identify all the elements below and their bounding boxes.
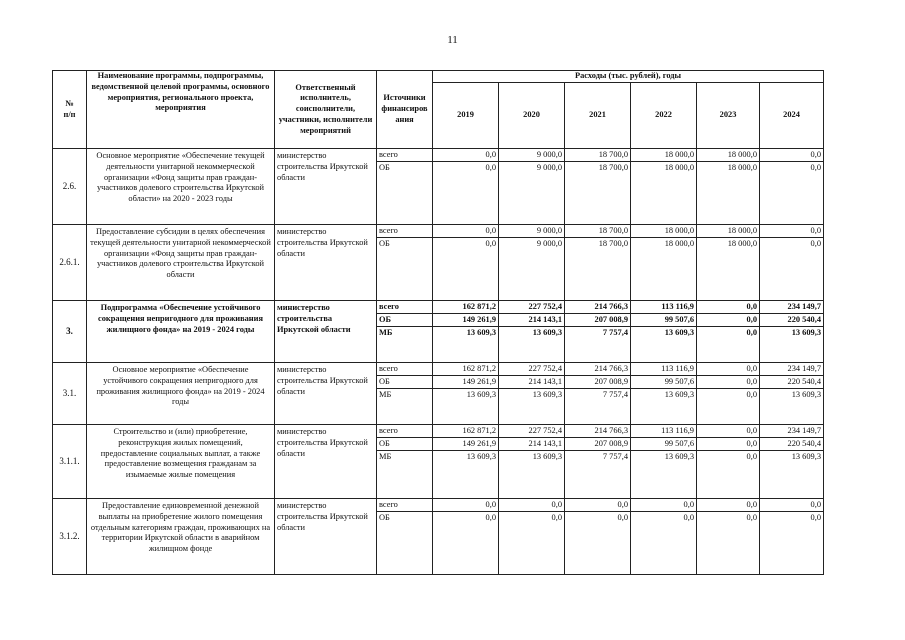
amount-value: 149 261,9 xyxy=(433,438,498,451)
amount-value: 227 752,4 xyxy=(499,425,564,438)
amount-value: 0,0 xyxy=(683,513,694,523)
header-source: Источники финансиров ания xyxy=(377,71,433,149)
amount-value: 0,0 xyxy=(433,149,498,162)
source-label: всего xyxy=(377,363,432,376)
amount-value: 99 507,6 xyxy=(631,314,696,327)
table-row xyxy=(53,425,824,499)
amount-value: 0,0 xyxy=(746,328,757,338)
year-values xyxy=(499,425,565,499)
year-values xyxy=(631,149,697,225)
amount-value: 220 540,4 xyxy=(760,376,823,389)
amount-value: 0,0 xyxy=(760,149,823,162)
amount-value: 13 609,3 xyxy=(664,390,694,400)
table-row xyxy=(53,301,824,363)
year-values xyxy=(631,425,697,499)
source-label: ОБ xyxy=(377,438,432,451)
year-values xyxy=(499,363,565,425)
amount-value: 207 008,9 xyxy=(565,376,630,389)
amount-value: 0,0 xyxy=(697,499,759,512)
amount-value: 18 000,0 xyxy=(664,239,694,249)
year-values xyxy=(433,425,499,499)
amount-value: 207 008,9 xyxy=(565,314,630,327)
amount-value: 99 507,6 xyxy=(631,376,696,389)
amount-value: 113 116,9 xyxy=(631,301,696,314)
year-values xyxy=(631,301,697,363)
amount-value: 13 609,3 xyxy=(664,452,694,462)
header-expenses: Расходы (тыс. рублей), годы xyxy=(433,71,824,83)
amount-value: 9 000,0 xyxy=(536,239,562,249)
amount-value: 214 143,1 xyxy=(499,438,564,451)
amount-value: 13 609,3 xyxy=(466,452,496,462)
amount-value: 220 540,4 xyxy=(760,438,823,451)
amount-value: 149 261,9 xyxy=(433,376,498,389)
amount-value: 0,0 xyxy=(697,363,759,376)
year-values xyxy=(760,225,824,301)
page-number: 11 xyxy=(447,34,458,46)
amount-value: 18 000,0 xyxy=(664,163,694,173)
amount-value: 13 609,3 xyxy=(466,328,496,338)
amount-value: 18 000,0 xyxy=(727,163,757,173)
year-values xyxy=(631,363,697,425)
amount-value: 0,0 xyxy=(697,314,759,327)
row-name: Подпрограмма «Обеспечение устойчивого сокращения непригодного для проживания жилищного фонда» на 2019 - 2024 годы xyxy=(87,301,275,363)
row-sources xyxy=(377,425,433,499)
source-label: всего xyxy=(377,149,432,162)
row-executor: министерство строительства Иркутской области xyxy=(275,225,377,301)
amount-value: 0,0 xyxy=(565,499,630,512)
row-number: 2.6.1. xyxy=(53,225,87,301)
year-values xyxy=(499,149,565,225)
row-number: 3.1.2. xyxy=(53,499,87,575)
row-name: Основное мероприятие «Обеспечение устойчивого сокращения непригодного для проживания жилищного фонда» на 2019 - 2024 годы xyxy=(87,363,275,425)
year-values xyxy=(760,499,824,575)
source-label: всего xyxy=(377,499,432,512)
row-name: Предоставление единовременной денежной выплаты на приобретение жилого помещения отдельным категориям граждан, проживающих на территории Иркутской области в аварийном жилищном фонде xyxy=(87,499,275,575)
amount-value: 99 507,6 xyxy=(631,438,696,451)
header-year: 2022 xyxy=(631,83,697,149)
year-values xyxy=(760,425,824,499)
year-values xyxy=(697,301,760,363)
amount-value: 227 752,4 xyxy=(499,363,564,376)
amount-value: 234 149,7 xyxy=(760,425,823,438)
year-values xyxy=(760,149,824,225)
row-executor: министерство строительства Иркутской области xyxy=(275,363,377,425)
amount-value: 18 000,0 xyxy=(631,225,696,238)
year-values xyxy=(565,301,631,363)
header-year: 2023 xyxy=(697,83,760,149)
amount-value: 18 700,0 xyxy=(565,149,630,162)
amount-value: 9 000,0 xyxy=(499,225,564,238)
amount-value: 214 766,3 xyxy=(565,363,630,376)
amount-value: 18 700,0 xyxy=(565,225,630,238)
amount-value: 13 609,3 xyxy=(791,452,822,462)
amount-value: 13 609,3 xyxy=(791,328,822,338)
source-label: ОБ xyxy=(379,163,390,173)
table-row xyxy=(53,149,824,225)
source-label: МБ xyxy=(379,328,393,338)
amount-value: 234 149,7 xyxy=(760,363,823,376)
amount-value: 0,0 xyxy=(810,239,822,249)
amount-value: 0,0 xyxy=(697,425,759,438)
row-sources xyxy=(377,363,433,425)
year-values xyxy=(499,225,565,301)
amount-value: 0,0 xyxy=(499,499,564,512)
amount-value: 0,0 xyxy=(746,452,757,462)
amount-value: 13 609,3 xyxy=(791,390,822,400)
year-values xyxy=(565,363,631,425)
amount-value: 0,0 xyxy=(551,513,562,523)
source-label: ОБ xyxy=(379,513,390,523)
row-executor: министерство строительства Иркутской области xyxy=(275,301,377,363)
source-label: всего xyxy=(377,301,432,314)
amount-value: 18 700,0 xyxy=(598,239,628,249)
row-number: 3. xyxy=(53,301,87,363)
amount-value: 162 871,2 xyxy=(433,363,498,376)
year-values xyxy=(433,301,499,363)
row-name: Основное мероприятие «Обеспечение текущей деятельности унитарной некоммерческой организации «Фонд защиты прав граждан-участников долевого строительства Иркутской области» на 2020 - 2023 годы xyxy=(87,149,275,225)
source-label: ОБ xyxy=(379,239,390,249)
amount-value: 162 871,2 xyxy=(433,425,498,438)
year-values xyxy=(433,149,499,225)
row-executor: министерство строительства Иркутской области xyxy=(275,425,377,499)
amount-value: 13 609,3 xyxy=(664,328,694,338)
year-values xyxy=(697,499,760,575)
row-sources xyxy=(377,225,433,301)
source-label: ОБ xyxy=(377,376,432,389)
header-year: 2019 xyxy=(433,83,499,149)
amount-value: 113 116,9 xyxy=(631,425,696,438)
amount-value: 9 000,0 xyxy=(499,149,564,162)
amount-value: 18 000,0 xyxy=(697,225,759,238)
amount-value: 18 000,0 xyxy=(697,149,759,162)
amount-value: 18 000,0 xyxy=(631,149,696,162)
amount-value: 234 149,7 xyxy=(760,301,823,314)
amount-value: 0,0 xyxy=(631,499,696,512)
year-values xyxy=(565,425,631,499)
amount-value: 220 540,4 xyxy=(760,314,823,327)
amount-value: 13 609,3 xyxy=(532,390,562,400)
amount-value: 13 609,3 xyxy=(532,452,562,462)
amount-value: 0,0 xyxy=(433,499,498,512)
amount-value: 214 766,3 xyxy=(565,301,630,314)
amount-value: 0,0 xyxy=(697,438,759,451)
amount-value: 7 757,4 xyxy=(602,328,628,338)
amount-value: 9 000,0 xyxy=(536,163,562,173)
header-year: 2021 xyxy=(565,83,631,149)
amount-value: 0,0 xyxy=(617,513,628,523)
row-number: 3.1.1. xyxy=(53,425,87,499)
source-label: МБ xyxy=(379,452,392,462)
year-values xyxy=(697,363,760,425)
source-label: ОБ xyxy=(377,314,432,327)
row-number: 2.6. xyxy=(53,149,87,225)
amount-value: 214 143,1 xyxy=(499,314,564,327)
table-row xyxy=(53,363,824,425)
row-sources xyxy=(377,301,433,363)
amount-value: 162 871,2 xyxy=(433,301,498,314)
amount-value: 0,0 xyxy=(746,390,757,400)
header-executor: Ответственный исполнитель, соисполнители, участники, исполнители мероприятий xyxy=(275,71,377,149)
year-values xyxy=(433,499,499,575)
year-values xyxy=(697,225,760,301)
header-year: 2024 xyxy=(760,83,824,149)
amount-value: 0,0 xyxy=(810,513,822,523)
row-sources xyxy=(377,499,433,575)
amount-value: 0,0 xyxy=(697,301,759,314)
table-row xyxy=(53,499,824,575)
amount-value: 0,0 xyxy=(697,376,759,389)
year-values xyxy=(631,499,697,575)
year-values xyxy=(565,149,631,225)
header-name: Наименование программы, подпрограммы, ведомственной целевой программы, основного мероприятия, регионального проекта, мероприятия xyxy=(87,71,275,149)
amount-value: 18 700,0 xyxy=(598,163,628,173)
header-year: 2020 xyxy=(499,83,565,149)
amount-value: 7 757,4 xyxy=(602,390,628,400)
table-row xyxy=(53,225,824,301)
row-executor: министерство строительства Иркутской области xyxy=(275,499,377,575)
amount-value: 0,0 xyxy=(810,163,822,173)
year-values xyxy=(760,301,824,363)
budget-table xyxy=(52,70,824,575)
amount-value: 214 143,1 xyxy=(499,376,564,389)
amount-value: 13 609,3 xyxy=(466,390,496,400)
amount-value: 149 261,9 xyxy=(433,314,498,327)
year-values xyxy=(499,499,565,575)
year-values xyxy=(565,499,631,575)
amount-value: 0,0 xyxy=(485,239,496,249)
row-sources xyxy=(377,149,433,225)
source-label: всего xyxy=(377,225,432,238)
row-number: 3.1. xyxy=(53,363,87,425)
row-executor: министерство строительства Иркутской области xyxy=(275,149,377,225)
amount-value: 0,0 xyxy=(485,163,496,173)
amount-value: 207 008,9 xyxy=(565,438,630,451)
amount-value: 7 757,4 xyxy=(602,452,628,462)
amount-value: 0,0 xyxy=(746,513,757,523)
header-num: № п/п xyxy=(53,71,87,149)
amount-value: 0,0 xyxy=(485,513,496,523)
year-values xyxy=(499,301,565,363)
year-values xyxy=(697,149,760,225)
amount-value: 227 752,4 xyxy=(499,301,564,314)
year-values xyxy=(631,225,697,301)
source-label: МБ xyxy=(379,390,392,400)
year-values xyxy=(433,225,499,301)
amount-value: 0,0 xyxy=(433,225,498,238)
source-label: всего xyxy=(377,425,432,438)
year-values xyxy=(760,363,824,425)
year-values xyxy=(697,425,760,499)
amount-value: 13 609,3 xyxy=(532,328,562,338)
amount-value: 0,0 xyxy=(760,499,823,512)
year-values xyxy=(433,363,499,425)
amount-value: 18 000,0 xyxy=(727,239,757,249)
amount-value: 0,0 xyxy=(760,225,823,238)
row-name: Строительство и (или) приобретение, реконструкция жилых помещений, предоставление социальных выплат, а также предоставление возмещения гражданам за изымаемые жилые помещения xyxy=(87,425,275,499)
year-values xyxy=(565,225,631,301)
amount-value: 113 116,9 xyxy=(631,363,696,376)
amount-value: 214 766,3 xyxy=(565,425,630,438)
row-name: Предоставление субсидии в целях обеспечения текущей деятельности унитарной некоммерческой организации «Фонд защиты прав граждан-участников долевого строительства Иркутской области xyxy=(87,225,275,301)
